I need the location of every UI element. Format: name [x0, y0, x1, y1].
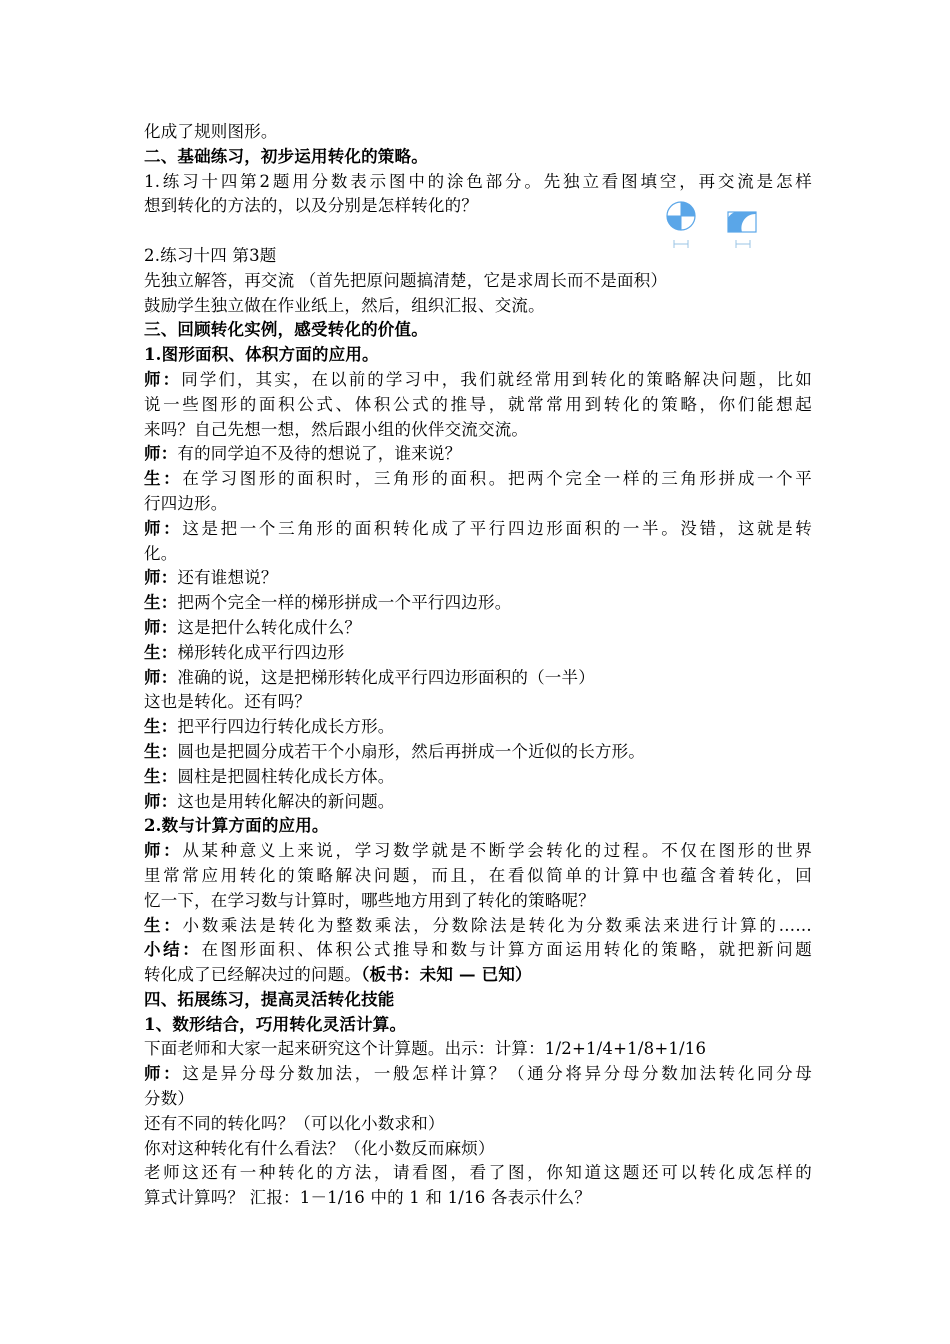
text-run: 把平行四边行转化成长方形。 [177, 717, 395, 737]
text-line [144, 467, 812, 492]
text-run: 化成了规则图形。 [144, 122, 278, 141]
speaker-label: 师： [144, 568, 178, 588]
speaker-label: 生： [144, 741, 178, 761]
text-line [144, 269, 812, 294]
text-line [144, 566, 812, 591]
text-run: 想到转化的方法的，以及分别是怎样转化的？ [144, 196, 478, 216]
text-run: 在图形面积、体积公式推导和数与计算方面运用转化的策略，就把新问题 [201, 940, 812, 960]
document-page [144, 120, 812, 1211]
text-line [144, 1062, 812, 1087]
text-run: 2.练习十四 第3题 [144, 245, 277, 265]
speaker-label: 生： [144, 469, 183, 489]
text-run: 这是异分母分数加法，一般怎样计算？（通分将异分母分数加法转化同分母 [182, 1064, 812, 1084]
text-run: 还有谁想说？ [177, 568, 278, 588]
text-run: 1.练习十四第2题用分数表示图中的涂色部分。先独立看图填空，再交流是怎样 [144, 171, 812, 191]
text-run: 准确的说，这是把梯形转化成平行四边形面积的（一半） [177, 667, 595, 687]
text-line [144, 517, 812, 542]
text-line [144, 418, 812, 443]
text-run: 这也是用转化解决的新问题。 [177, 791, 395, 811]
text-line [144, 938, 812, 963]
text-line [144, 889, 812, 914]
text-line [144, 690, 812, 715]
text-line [144, 1137, 812, 1162]
text-run: 里常常应用转化的策略解决问题，而且，在看似简单的计算中也蕴含着转化，回 [144, 865, 812, 885]
text-run: 算式计算吗？ 汇报：1－1/16 中的 1 和 1/16 各表示什么？ [144, 1188, 592, 1208]
text-run: 这是把一个三角形的面积转化成了平行四边形面积的一半。没错，这就是转 [182, 518, 812, 538]
text-run: 2.数与计算方面的应用。 [144, 816, 329, 836]
text-run: 有的同学迫不及待的想说了，谁来说？ [177, 444, 462, 464]
speaker-label: 师： [144, 518, 183, 538]
section-heading [144, 1013, 812, 1038]
text-line [144, 1186, 812, 1211]
text-run: 分数） [144, 1089, 195, 1109]
text-line [144, 1161, 812, 1186]
text-run: 同学们，其实，在以前的学习中，我们就经常用到转化的策略解决问题，比如 [181, 369, 812, 389]
text-run: 下面老师和大家一起来研究这个计算题。出示：计算：1/2+1/4+1/8+1/16 [144, 1039, 707, 1059]
text-line [144, 740, 812, 765]
speaker-label: 生： [144, 915, 183, 935]
text-run: 这是把什么转化成什么？ [177, 617, 362, 637]
speaker-label: 小结： [144, 940, 202, 960]
text-line [144, 591, 812, 616]
text-run: 先独立解答，再交流 （首先把原问题搞清楚，它是求周长而不是面积） [144, 270, 668, 290]
section-heading [144, 318, 812, 343]
section-heading [144, 814, 812, 839]
text-line [144, 170, 812, 195]
text-line [144, 492, 812, 517]
shaded-circle-figure [664, 200, 698, 254]
text-line [144, 790, 812, 815]
text-run: 三、回顾转化实例，感受转化的价值。 [144, 320, 428, 340]
text-run: 转化成了已经解决过的问题。 [144, 965, 362, 985]
text-run: 来吗？自己先想一想，然后跟小组的伙伴交流交流。 [144, 419, 529, 439]
text-line [144, 641, 812, 666]
text-line [144, 765, 812, 790]
shaded-square-figure [726, 210, 760, 254]
text-run: 老师这还有一种转化的方法，请看图，看了图，你知道这题还可以转化成怎样的 [144, 1163, 812, 1183]
text-line [144, 914, 812, 939]
speaker-label: 师： [144, 667, 178, 687]
text-line [144, 616, 812, 641]
text-line [144, 1112, 812, 1137]
speaker-label: 师： [144, 1064, 183, 1084]
text-run: 圆也是把圆分成若干个小扇形，然后再拼成一个近似的长方形。 [177, 741, 646, 761]
text-run: 从某种意义上来说，学习数学就是不断学会转化的过程。不仅在图形的世界 [182, 841, 812, 861]
text-line [144, 839, 812, 864]
text-run: 行四边形。 [144, 493, 228, 513]
text-run: 小数乘法是转化为整数乘法，分数除法是转化为分数乘法来进行计算的…… [182, 915, 812, 935]
text-line [144, 120, 812, 145]
speaker-label: 师： [144, 444, 178, 464]
text-run: 你对这种转化有什么看法？（化小数反而麻烦） [144, 1138, 495, 1158]
text-run: 在学习图形的面积时，三角形的面积。把两个完全一样的三角形拼成一个平 [182, 469, 812, 489]
text-run: 1.图形面积、体积方面的应用。 [144, 345, 379, 365]
text-line [144, 1087, 812, 1112]
text-line [144, 393, 812, 418]
text-line [144, 715, 812, 740]
speaker-label: 师： [144, 369, 182, 389]
text-line [144, 368, 812, 393]
text-line [144, 666, 812, 691]
text-run: （板书：未知 — 已知） [361, 965, 532, 985]
section-heading [144, 343, 812, 368]
section-heading [144, 145, 812, 170]
section-heading [144, 988, 812, 1013]
text-line [144, 442, 812, 467]
text-line [144, 963, 812, 988]
speaker-label: 生： [144, 593, 178, 613]
text-run: 二、基础练习，初步运用转化的策略。 [144, 146, 428, 166]
text-run: 化。 [144, 543, 178, 563]
text-run: 说一些图形的面积公式、体积公式的推导，就常常用到转化的策略，你们能想起 [144, 394, 812, 414]
text-run: 这也是转化。还有吗？ [144, 692, 311, 712]
text-run: 1、数形结合，巧用转化灵活计算。 [144, 1014, 407, 1034]
text-run: 四、拓展练习，提高灵活转化技能 [144, 989, 395, 1009]
text-run: 忆一下，在学习数与计算时，哪些地方用到了转化的策略呢？ [144, 890, 595, 910]
text-line [144, 864, 812, 889]
text-line [144, 1037, 812, 1062]
text-run: 还有不同的转化吗？（可以化小数求和） [144, 1113, 445, 1133]
text-line [144, 294, 812, 319]
text-run: 鼓励学生独立做在作业纸上，然后，组织汇报、交流。 [144, 295, 545, 315]
speaker-label: 师： [144, 841, 183, 861]
exercise-figures [660, 200, 770, 260]
speaker-label: 生： [144, 766, 178, 786]
text-run: 圆柱是把圆柱转化成长方体。 [177, 766, 395, 786]
text-run: 梯形转化成平行四边形 [177, 642, 345, 662]
text-line [144, 542, 812, 567]
speaker-label: 生： [144, 642, 178, 662]
speaker-label: 师： [144, 791, 178, 811]
speaker-label: 师： [144, 617, 178, 637]
text-run: 把两个完全一样的梯形拼成一个平行四边形。 [177, 593, 512, 613]
speaker-label: 生： [144, 717, 178, 737]
